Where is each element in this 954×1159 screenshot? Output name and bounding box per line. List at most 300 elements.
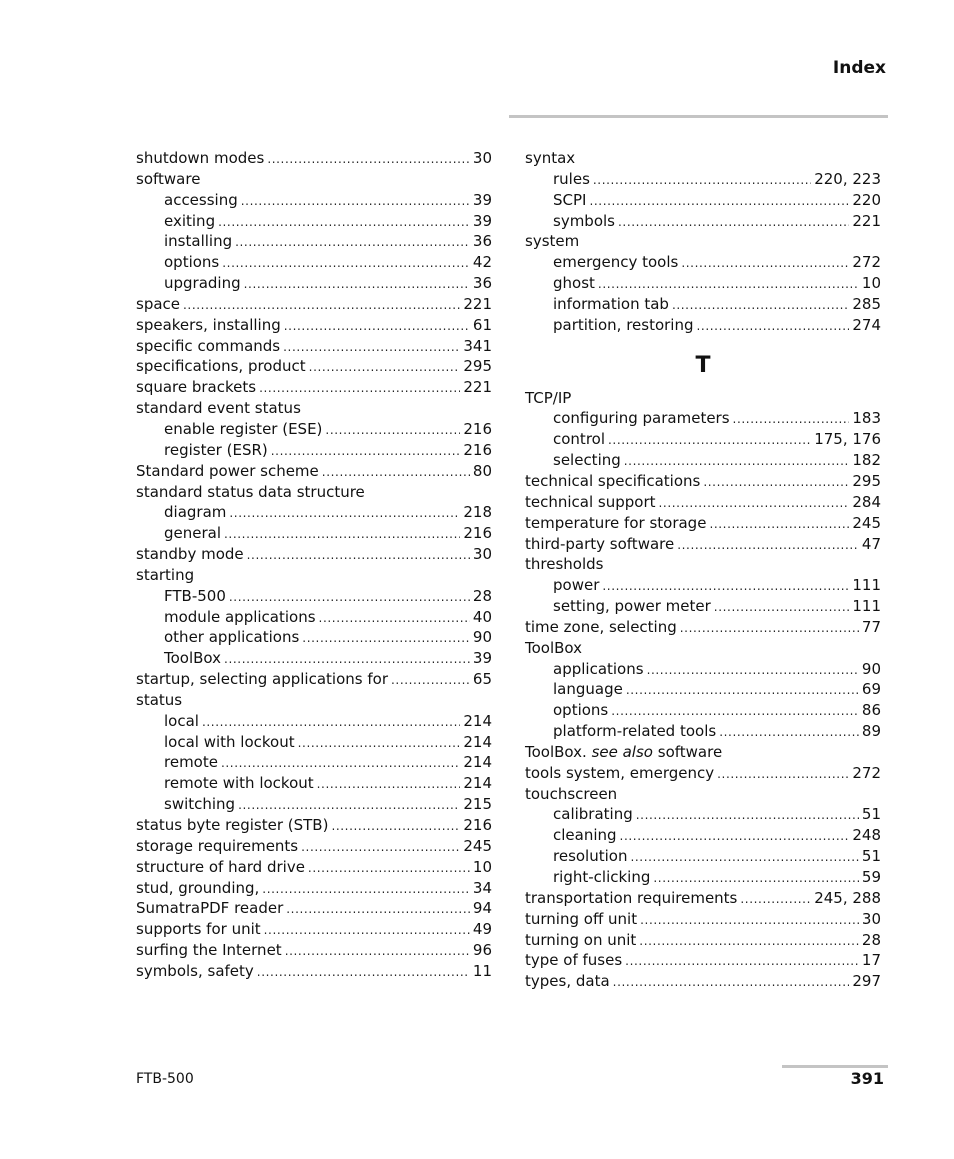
index-term-text: time zone, selecting bbox=[525, 617, 677, 636]
index-entry bbox=[525, 638, 881, 659]
index-entry bbox=[525, 763, 881, 784]
footer-page-number: 391 bbox=[850, 1069, 884, 1088]
index-term-text: shutdown modes bbox=[136, 149, 265, 167]
index-term-text: enable register (ESE) bbox=[164, 419, 323, 438]
index-term-text: general bbox=[164, 524, 222, 543]
index-page-ref: 216 bbox=[463, 419, 492, 438]
index-page-ref: 245 bbox=[852, 513, 881, 532]
index-term bbox=[553, 659, 644, 680]
index-term bbox=[525, 388, 571, 409]
index-page-ref: 10 bbox=[861, 274, 881, 293]
index-term-text: structure of hard drive bbox=[136, 857, 305, 876]
index-term bbox=[136, 148, 264, 169]
dot-leader bbox=[733, 409, 850, 430]
index-page-ref: 51 bbox=[861, 847, 881, 866]
dot-leader bbox=[672, 295, 849, 316]
index-subentry bbox=[136, 273, 492, 294]
index-term bbox=[136, 356, 306, 377]
dot-leader bbox=[286, 899, 470, 920]
dot-leader bbox=[653, 868, 859, 889]
index-term-text: FTB-500 bbox=[164, 586, 226, 605]
index-entry bbox=[525, 971, 881, 992]
index-page-ref: 183 bbox=[852, 409, 881, 428]
index-page-ref: 30 bbox=[472, 545, 492, 564]
dot-leader bbox=[717, 764, 849, 785]
index-term bbox=[553, 846, 627, 867]
index-term-text: supports for unit bbox=[136, 920, 261, 939]
index-term-text: diagram bbox=[164, 503, 227, 522]
index-term-text: status byte register (STB) bbox=[136, 816, 329, 834]
index-term bbox=[525, 534, 674, 555]
index-term bbox=[525, 950, 622, 971]
index-term bbox=[525, 909, 637, 930]
index-entry bbox=[525, 554, 881, 575]
index-term-text: exiting bbox=[164, 211, 216, 230]
dot-leader bbox=[183, 295, 460, 316]
index-page-ref: 42 bbox=[472, 253, 492, 272]
index-entry bbox=[525, 909, 881, 930]
index-term bbox=[553, 273, 595, 294]
index-term-text: options bbox=[553, 701, 609, 720]
index-page-ref: 214 bbox=[463, 711, 492, 730]
dot-leader bbox=[247, 545, 470, 566]
index-entry bbox=[136, 377, 492, 398]
index-page-ref: 272 bbox=[852, 253, 881, 272]
index-term-text: local bbox=[164, 711, 199, 730]
index-term-text: remote with lockout bbox=[164, 774, 314, 793]
index-page-ref: 89 bbox=[861, 722, 881, 741]
index-page-ref: 111 bbox=[852, 597, 881, 616]
index-entry bbox=[525, 471, 881, 492]
dot-leader bbox=[613, 972, 850, 993]
index-term-text: turning off unit bbox=[525, 909, 638, 928]
dot-leader bbox=[285, 941, 470, 962]
index-page-ref: 274 bbox=[852, 315, 881, 334]
index-term bbox=[136, 940, 282, 961]
index-term bbox=[525, 471, 700, 492]
index-term-text: options bbox=[164, 253, 220, 272]
see-also-label: see also bbox=[591, 742, 653, 761]
index-term-text: system bbox=[525, 232, 580, 251]
index-term-text: remote bbox=[164, 753, 218, 772]
index-page-ref: 90 bbox=[472, 628, 492, 647]
index-subentry bbox=[525, 700, 881, 721]
dot-leader bbox=[267, 149, 470, 170]
index-subentry bbox=[525, 169, 881, 190]
index-term bbox=[136, 398, 301, 419]
index-subentry bbox=[136, 502, 492, 523]
index-term-text: other applications bbox=[164, 628, 300, 647]
index-page-ref: 221 bbox=[463, 294, 492, 313]
index-term-text: status bbox=[136, 690, 183, 709]
index-entry bbox=[136, 669, 492, 690]
index-subentry bbox=[136, 711, 492, 732]
index-term-text: software bbox=[136, 169, 201, 188]
index-term-text: turning on unit bbox=[525, 930, 637, 949]
index-page-ref: 69 bbox=[861, 680, 881, 699]
index-page-ref: 36 bbox=[472, 274, 492, 293]
index-entry bbox=[525, 148, 881, 169]
dot-leader bbox=[264, 920, 470, 941]
index-entry bbox=[136, 482, 492, 503]
dot-leader bbox=[391, 670, 470, 691]
index-term-text: space bbox=[136, 294, 181, 313]
index-page-ref: 28 bbox=[861, 930, 881, 949]
dot-leader bbox=[624, 451, 850, 472]
index-term bbox=[136, 294, 180, 315]
index-page-ref: 28 bbox=[472, 586, 492, 605]
dot-leader bbox=[302, 628, 470, 649]
index-term-text: startup, selecting applications for bbox=[136, 670, 388, 689]
index-term-text: standby mode bbox=[136, 545, 244, 564]
index-subentry bbox=[525, 294, 881, 315]
index-page-ref: 10 bbox=[472, 857, 492, 876]
index-subentry bbox=[136, 648, 492, 669]
index-page-ref: 341 bbox=[463, 336, 492, 355]
dot-leader bbox=[640, 910, 859, 931]
index-term bbox=[525, 617, 677, 638]
index-subentry bbox=[136, 607, 492, 628]
dot-leader bbox=[703, 472, 849, 493]
header-rule bbox=[509, 115, 888, 118]
index-term bbox=[136, 898, 283, 919]
index-term-text: resolution bbox=[553, 847, 628, 866]
index-term bbox=[525, 554, 603, 575]
dot-leader bbox=[309, 357, 461, 378]
index-page-ref: 90 bbox=[861, 659, 881, 678]
index-page-ref: 220 bbox=[852, 190, 881, 209]
index-term-text: language bbox=[553, 680, 623, 699]
dot-leader bbox=[677, 535, 859, 556]
index-term bbox=[525, 784, 617, 805]
index-page-ref: 51 bbox=[861, 805, 881, 824]
dot-leader bbox=[647, 660, 859, 681]
index-term bbox=[553, 721, 716, 742]
index-subentry bbox=[136, 732, 492, 753]
dot-leader bbox=[740, 889, 811, 910]
dot-leader bbox=[322, 462, 470, 483]
index-page-ref: 297 bbox=[852, 972, 881, 991]
index-term-text: emergency tools bbox=[553, 253, 679, 272]
index-subentry bbox=[136, 627, 492, 648]
index-term-text: Standard power scheme bbox=[136, 461, 319, 480]
index-page-ref: 284 bbox=[852, 492, 881, 511]
index-subentry bbox=[136, 231, 492, 252]
index-page-ref: 96 bbox=[472, 941, 492, 960]
index-entry bbox=[136, 315, 492, 336]
index-subentry bbox=[525, 679, 881, 700]
dot-leader bbox=[202, 712, 460, 733]
index-page-ref: 40 bbox=[472, 607, 492, 626]
index-entry bbox=[136, 398, 492, 419]
dot-leader bbox=[241, 191, 470, 212]
index-page-ref: 94 bbox=[472, 899, 492, 918]
index-entry bbox=[525, 231, 881, 252]
see-also-target: software bbox=[657, 742, 723, 761]
dot-leader bbox=[259, 378, 460, 399]
index-term-text: rules bbox=[553, 169, 590, 188]
index-entry bbox=[136, 836, 492, 857]
index-term bbox=[164, 711, 199, 732]
dot-leader bbox=[618, 212, 849, 233]
index-term-text: technical specifications bbox=[525, 471, 701, 490]
index-page-ref: 111 bbox=[852, 576, 881, 595]
index-term-text: cleaning bbox=[553, 826, 617, 845]
index-term bbox=[553, 190, 586, 211]
index-subentry bbox=[525, 575, 881, 596]
index-term-text: power bbox=[553, 576, 600, 595]
dot-leader bbox=[709, 514, 849, 535]
dot-leader bbox=[681, 253, 849, 274]
dot-leader bbox=[325, 420, 460, 441]
index-term bbox=[164, 252, 219, 273]
index-column-left bbox=[136, 148, 492, 982]
index-term bbox=[136, 377, 256, 398]
index-subentry bbox=[136, 586, 492, 607]
index-term bbox=[553, 575, 599, 596]
index-term bbox=[553, 315, 694, 336]
index-term bbox=[164, 794, 235, 815]
index-page-ref: 39 bbox=[472, 190, 492, 209]
index-subentry bbox=[525, 867, 881, 888]
index-term bbox=[164, 523, 221, 544]
index-term bbox=[164, 752, 218, 773]
index-subentry bbox=[525, 804, 881, 825]
dot-leader bbox=[298, 733, 461, 754]
index-subentry bbox=[136, 252, 492, 273]
index-term bbox=[164, 627, 299, 648]
index-entry bbox=[525, 617, 881, 638]
index-subentry bbox=[136, 773, 492, 794]
index-term bbox=[136, 669, 388, 690]
index-subentry bbox=[525, 450, 881, 471]
index-term-text: type of fuses bbox=[525, 951, 623, 970]
index-term-text: ToolBox. bbox=[525, 742, 587, 761]
index-entry bbox=[136, 961, 492, 982]
index-term-text: SCPI bbox=[553, 190, 587, 209]
index-term-text: installing bbox=[164, 232, 233, 251]
dot-leader bbox=[224, 649, 470, 670]
index-term bbox=[553, 804, 633, 825]
index-term-text: calibrating bbox=[553, 805, 633, 824]
dot-leader bbox=[598, 274, 859, 295]
index-page-ref: 214 bbox=[463, 774, 492, 793]
index-term bbox=[553, 211, 615, 232]
index-page-ref: 86 bbox=[861, 701, 881, 720]
dot-leader bbox=[238, 795, 460, 816]
index-term-text: transportation requirements bbox=[525, 888, 738, 907]
index-term bbox=[525, 492, 656, 513]
index-page-ref: 34 bbox=[472, 878, 492, 897]
dot-leader bbox=[257, 962, 470, 983]
index-entry bbox=[136, 461, 492, 482]
index-entry bbox=[136, 356, 492, 377]
index-term bbox=[525, 231, 579, 252]
index-term bbox=[136, 919, 261, 940]
index-term-text: temperature for storage bbox=[525, 513, 707, 532]
index-page-ref: 77 bbox=[861, 617, 881, 636]
index-entry bbox=[525, 534, 881, 555]
dot-leader bbox=[317, 774, 461, 795]
index-page-ref: 285 bbox=[852, 294, 881, 313]
index-entry bbox=[136, 857, 492, 878]
section-letter-heading: T bbox=[695, 352, 711, 378]
index-subentry bbox=[525, 721, 881, 742]
index-term-text: ToolBox bbox=[525, 638, 583, 657]
index-subentry bbox=[136, 419, 492, 440]
index-page-ref: 39 bbox=[472, 211, 492, 230]
index-page-ref: 272 bbox=[852, 763, 881, 782]
index-term bbox=[553, 169, 590, 190]
index-subentry bbox=[525, 596, 881, 617]
index-subentry bbox=[525, 190, 881, 211]
index-entry bbox=[525, 513, 881, 534]
index-term-text: storage requirements bbox=[136, 836, 299, 855]
index-page-ref: 65 bbox=[472, 670, 492, 689]
index-page-ref: 61 bbox=[472, 315, 492, 334]
dot-leader bbox=[224, 524, 460, 545]
index-term-text: SumatraPDF reader bbox=[136, 899, 284, 918]
index-entry bbox=[525, 742, 881, 763]
dot-leader bbox=[589, 191, 849, 212]
index-subentry bbox=[525, 846, 881, 867]
dot-leader bbox=[659, 493, 850, 514]
index-page-ref: 221 bbox=[852, 211, 881, 230]
index-page-ref: 248 bbox=[852, 826, 881, 845]
index-term bbox=[525, 148, 575, 169]
index-subentry bbox=[136, 523, 492, 544]
index-term-text: accessing bbox=[164, 190, 238, 209]
dot-leader bbox=[235, 232, 470, 253]
index-subentry bbox=[525, 825, 881, 846]
index-term-text: stud, grounding, bbox=[136, 878, 260, 897]
index-term-text: thresholds bbox=[525, 555, 604, 574]
index-term bbox=[164, 502, 226, 523]
index-entry bbox=[136, 169, 492, 190]
index-term bbox=[136, 690, 182, 711]
index-term bbox=[136, 336, 280, 357]
index-term bbox=[164, 419, 322, 440]
index-term bbox=[553, 294, 669, 315]
index-term bbox=[525, 742, 722, 763]
index-page-ref: 80 bbox=[472, 461, 492, 480]
index-page-ref: 215 bbox=[463, 795, 492, 814]
index-page-ref: 47 bbox=[861, 534, 881, 553]
index-page-ref: 216 bbox=[463, 440, 492, 459]
index-term-text: applications bbox=[553, 659, 644, 678]
index-term bbox=[525, 638, 582, 659]
index-entry bbox=[525, 784, 881, 805]
index-term bbox=[553, 252, 678, 273]
index-term bbox=[525, 888, 737, 909]
index-term-text: control bbox=[553, 430, 605, 449]
dot-leader bbox=[719, 722, 859, 743]
index-term-text: register (ESR) bbox=[164, 440, 268, 459]
dot-leader bbox=[218, 212, 470, 233]
dot-leader bbox=[331, 816, 460, 837]
index-term bbox=[525, 930, 636, 951]
index-page-ref: 17 bbox=[861, 951, 881, 970]
index-page-ref: 214 bbox=[463, 753, 492, 772]
index-subentry bbox=[136, 211, 492, 232]
dot-leader bbox=[697, 316, 850, 337]
index-term bbox=[136, 544, 244, 565]
index-term-text: TCP/IP bbox=[525, 388, 572, 407]
index-term-text: starting bbox=[136, 565, 195, 584]
index-term bbox=[136, 565, 194, 586]
dot-leader bbox=[625, 951, 859, 972]
dot-leader bbox=[271, 441, 461, 462]
index-term bbox=[525, 763, 714, 784]
index-term bbox=[553, 700, 608, 721]
index-term bbox=[553, 825, 617, 846]
index-page-ref: 175, 176 bbox=[814, 430, 881, 449]
index-term bbox=[164, 586, 226, 607]
index-subentry bbox=[136, 752, 492, 773]
index-entry bbox=[525, 950, 881, 971]
index-subentry bbox=[525, 252, 881, 273]
index-page-ref: 11 bbox=[472, 961, 492, 980]
dot-leader bbox=[262, 879, 470, 900]
index-page-ref: 59 bbox=[861, 868, 881, 886]
dot-leader bbox=[221, 753, 460, 774]
index-term bbox=[136, 836, 298, 857]
index-page-ref: 245, 288 bbox=[814, 888, 881, 907]
index-entry bbox=[136, 815, 492, 836]
dot-leader bbox=[636, 805, 859, 826]
footer-document-name: FTB-500 bbox=[136, 1071, 194, 1087]
index-entry bbox=[136, 565, 492, 586]
index-term bbox=[136, 961, 254, 982]
index-term-text: speakers, installing bbox=[136, 315, 281, 334]
index-term-text: standard event status bbox=[136, 399, 301, 418]
index-entry bbox=[525, 888, 881, 909]
dot-leader bbox=[639, 931, 859, 952]
index-page-ref: 295 bbox=[852, 471, 881, 490]
index-term-text: symbols bbox=[553, 211, 615, 230]
index-entry bbox=[136, 940, 492, 961]
index-page-ref: 214 bbox=[463, 732, 492, 751]
dot-leader bbox=[630, 847, 858, 868]
index-subentry bbox=[525, 659, 881, 680]
dot-leader bbox=[620, 826, 850, 847]
index-page-ref: 295 bbox=[463, 357, 492, 376]
footer-rule bbox=[782, 1065, 888, 1068]
index-entry bbox=[525, 492, 881, 513]
index-page-ref: 218 bbox=[463, 503, 492, 522]
index-term bbox=[164, 732, 295, 753]
index-entry bbox=[136, 544, 492, 565]
dot-leader bbox=[222, 253, 470, 274]
index-term bbox=[525, 513, 706, 534]
index-term-text: ghost bbox=[553, 274, 595, 293]
index-term bbox=[164, 211, 215, 232]
index-term bbox=[553, 408, 730, 429]
index-term-text: syntax bbox=[525, 149, 576, 167]
index-term bbox=[164, 773, 314, 794]
index-page-ref: 245 bbox=[463, 836, 492, 855]
dot-leader bbox=[308, 858, 470, 879]
index-term bbox=[136, 482, 365, 503]
index-term bbox=[525, 971, 610, 992]
dot-leader bbox=[244, 274, 470, 295]
index-term bbox=[164, 231, 232, 252]
index-term-text: local with lockout bbox=[164, 732, 295, 751]
dot-leader bbox=[602, 576, 849, 597]
dot-leader bbox=[593, 170, 811, 191]
index-term bbox=[136, 461, 319, 482]
index-term-text: specific commands bbox=[136, 336, 281, 355]
